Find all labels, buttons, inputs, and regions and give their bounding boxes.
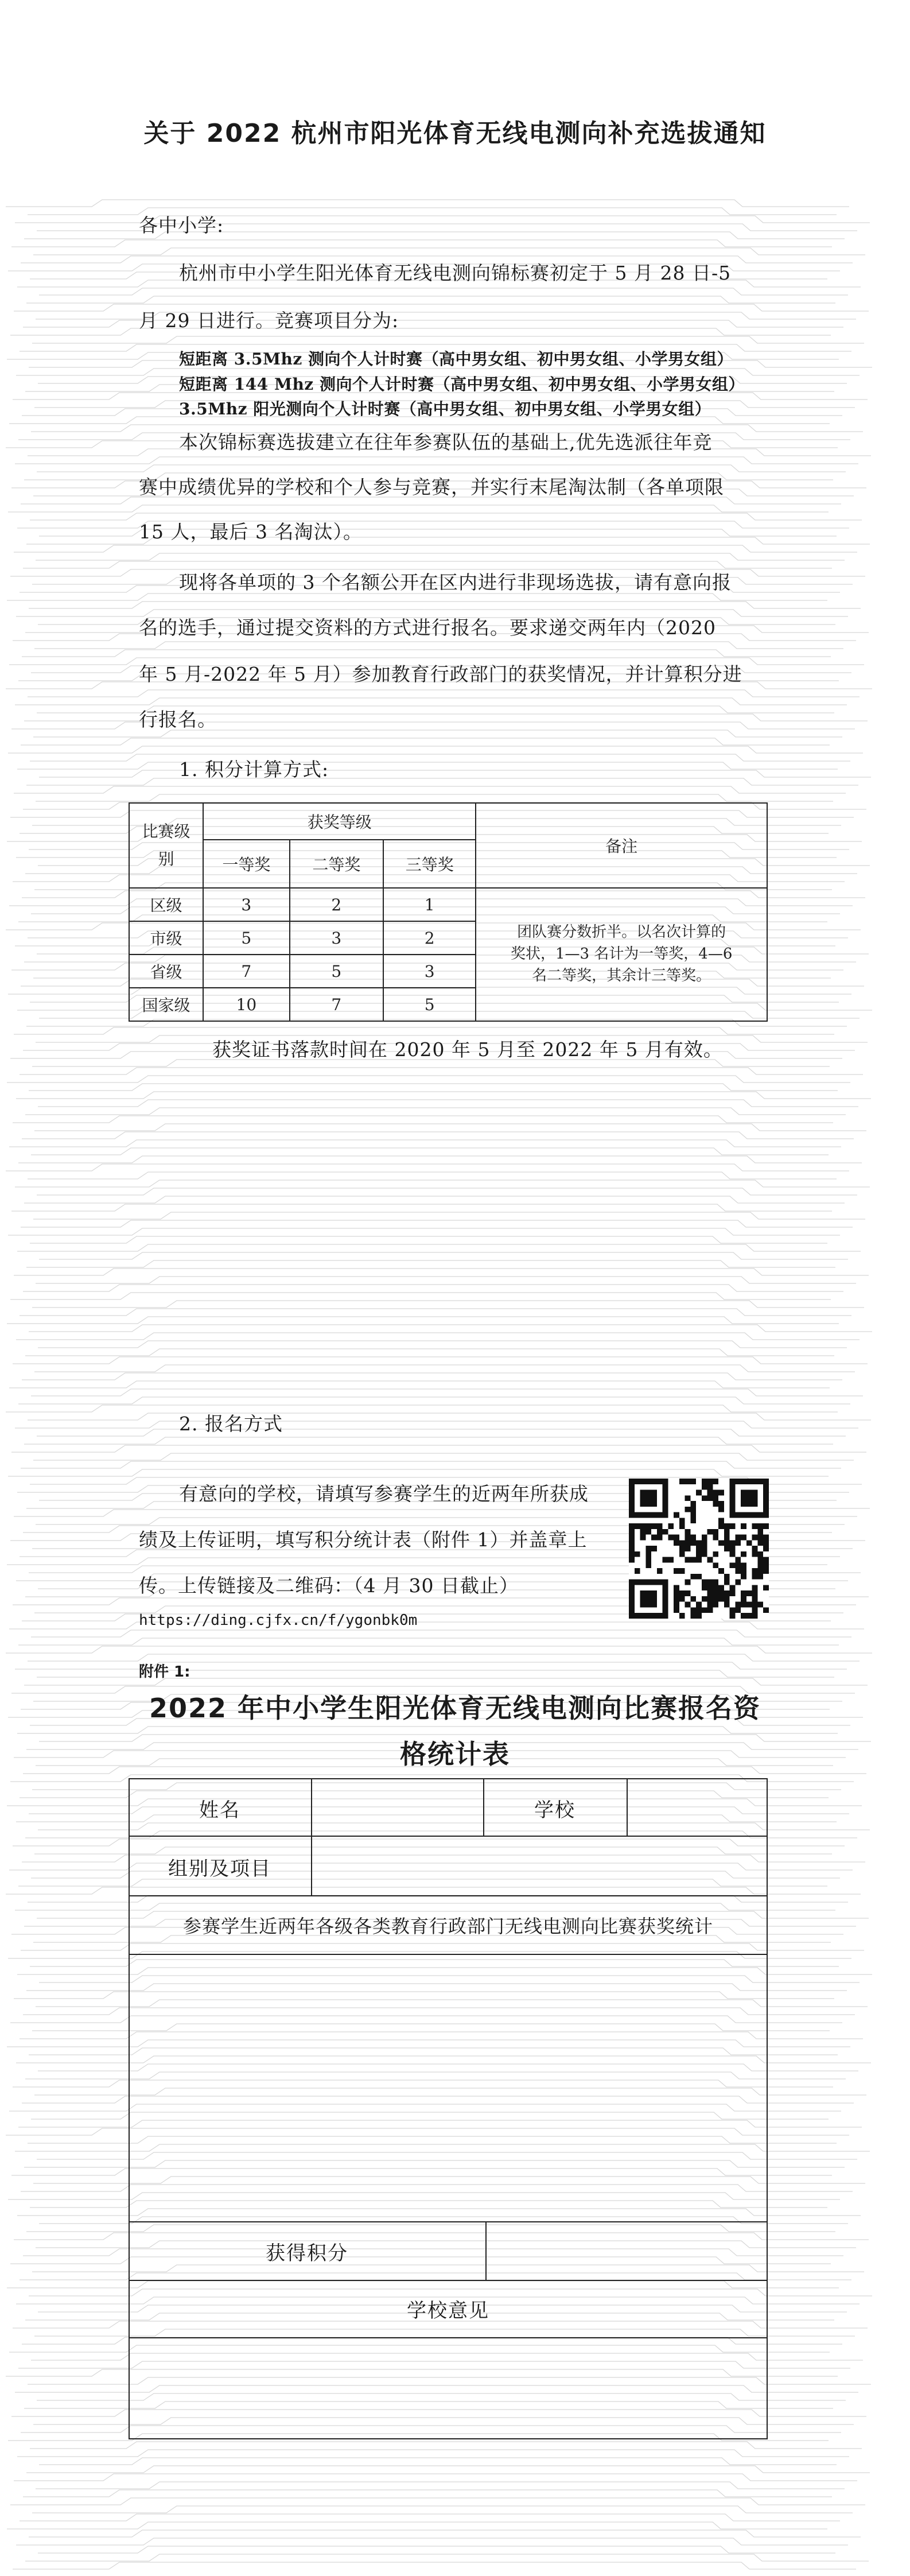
points-field[interactable] xyxy=(488,2224,765,2278)
award-stats-label: 参赛学生近两年各级各类教育行政部门无线电测向比赛获奖统计 xyxy=(182,1915,713,1937)
signup-line: 有意向的学校，请填写参赛学生的近两年所获成 xyxy=(179,1483,589,1505)
salutation: 各中小学: xyxy=(139,214,224,236)
second-cell: 7 xyxy=(290,988,383,1021)
para1-line1: 杭州市中小学生阳光体育无线电测向锦标赛初定于 5 月 28 日-5 xyxy=(179,262,732,284)
remark-cell xyxy=(476,888,767,1021)
event-item: 3.5Mhz 阳光测向个人计时赛（高中男女组、初中男女组、小学男女组） xyxy=(179,399,711,418)
score-table xyxy=(129,802,768,1022)
school-opinion-field[interactable] xyxy=(131,2340,765,2437)
second-cell: 5 xyxy=(290,955,383,988)
second-cell: 3 xyxy=(290,921,383,955)
level-cell: 市级 xyxy=(129,921,203,955)
level-cell: 省级 xyxy=(129,955,203,988)
score-table-header-award: 获奖等级 xyxy=(203,803,476,840)
third-cell: 2 xyxy=(383,921,476,955)
para2-line: 本次锦标赛选拔建立在往年参赛队伍的基础上,优先选派往年竞 xyxy=(179,431,713,453)
form-divider xyxy=(311,1778,312,1895)
group-label: 组别及项目 xyxy=(168,1857,271,1880)
group-field[interactable] xyxy=(313,1838,765,1893)
score-table-header-remark: 备注 xyxy=(476,803,767,888)
signup-line: 绩及上传证明，填写积分统计表（附件 1）并盖章上 xyxy=(139,1528,588,1551)
para3-line: 年 5 月-2022 年 5 月）参加教育行政部门的获奖情况，并计算积分进 xyxy=(139,663,742,685)
form-divider xyxy=(129,1895,768,1896)
section1-heading: 1. 积分计算方式: xyxy=(179,758,329,781)
section2-heading: 2. 报名方式 xyxy=(179,1413,283,1435)
level-cell: 国家级 xyxy=(129,988,203,1021)
para1-line2: 月 29 日进行。竞赛项目分为: xyxy=(139,309,399,332)
remark-line: 团队赛分数折半。以名次计算的 xyxy=(517,924,726,941)
validity-note: 获奖证书落款时间在 2020 年 5 月至 2022 年 5 月有效。 xyxy=(212,1038,723,1061)
form-divider xyxy=(129,2221,768,2222)
para3-line: 名的选手，通过提交资料的方式进行报名。要求递交两年内（2020 xyxy=(139,616,716,639)
remark-line: 奖状，1—3 名计为一等奖，4—6 xyxy=(510,945,733,963)
third-cell: 3 xyxy=(383,955,476,988)
school-label: 学校 xyxy=(534,1799,575,1822)
first-cell: 3 xyxy=(203,888,290,921)
form-divider xyxy=(485,2221,487,2280)
third-cell: 1 xyxy=(383,888,476,921)
para3-line: 现将各单项的 3 个名额公开在区内进行非现场选拔，请有意向报 xyxy=(179,571,732,593)
signup-line: 传。上传链接及二维码：（4 月 30 日截止） xyxy=(139,1574,519,1597)
score-table-header-third: 三等奖 xyxy=(383,840,476,888)
points-label: 获得积分 xyxy=(266,2242,348,2265)
form-divider xyxy=(129,1954,768,1955)
school-field[interactable] xyxy=(629,1780,765,1833)
first-cell: 10 xyxy=(203,988,290,1021)
first-cell: 7 xyxy=(203,955,290,988)
score-table-header-first: 一等奖 xyxy=(203,840,290,888)
notice-title: 关于 2022 杭州市阳光体育无线电测向补充选拔通知 xyxy=(143,119,767,148)
para3-line: 行报名。 xyxy=(139,708,217,731)
attachment-title-line1: 2022 年中小学生阳光体育无线电测向比赛报名资 xyxy=(149,1693,761,1724)
second-cell: 2 xyxy=(290,888,383,921)
para2-line: 赛中成绩优异的学校和个人参与竞赛，并实行末尾淘汰制（各单项限 xyxy=(139,476,724,498)
attachment-title-line2: 格统计表 xyxy=(400,1739,510,1770)
name-field[interactable] xyxy=(313,1780,481,1833)
award-stats-field[interactable] xyxy=(131,1956,765,2219)
remark-line: 名二等奖，其余计三等奖。 xyxy=(532,967,711,984)
signup-link[interactable]: https://ding.cjfx.cn/f/ygonbk0m xyxy=(139,1612,418,1629)
qr-code-icon[interactable] xyxy=(629,1479,769,1619)
table-row xyxy=(129,888,767,921)
name-label: 姓名 xyxy=(199,1799,240,1822)
first-cell: 5 xyxy=(203,921,290,955)
score-table-header-second: 二等奖 xyxy=(290,840,383,888)
form-divider xyxy=(627,1778,628,1836)
level-cell: 区级 xyxy=(129,888,203,921)
attachment-label: 附件 1: xyxy=(139,1663,190,1681)
event-item: 短距离 3.5Mhz 测向个人计时赛（高中男女组、初中男女组、小学男女组） xyxy=(179,350,733,368)
score-table-header-level: 比赛级别 xyxy=(129,803,203,888)
form-divider xyxy=(129,2280,768,2281)
school-opinion-label: 学校意见 xyxy=(407,2299,489,2322)
third-cell: 5 xyxy=(383,988,476,1021)
form-divider xyxy=(129,1836,768,1837)
event-item: 短距离 144 Mhz 测向个人计时赛（高中男女组、初中男女组、小学男女组） xyxy=(179,375,745,394)
form-divider xyxy=(129,2337,768,2338)
para2-line: 15 人，最后 3 名淘汰）。 xyxy=(139,521,363,543)
